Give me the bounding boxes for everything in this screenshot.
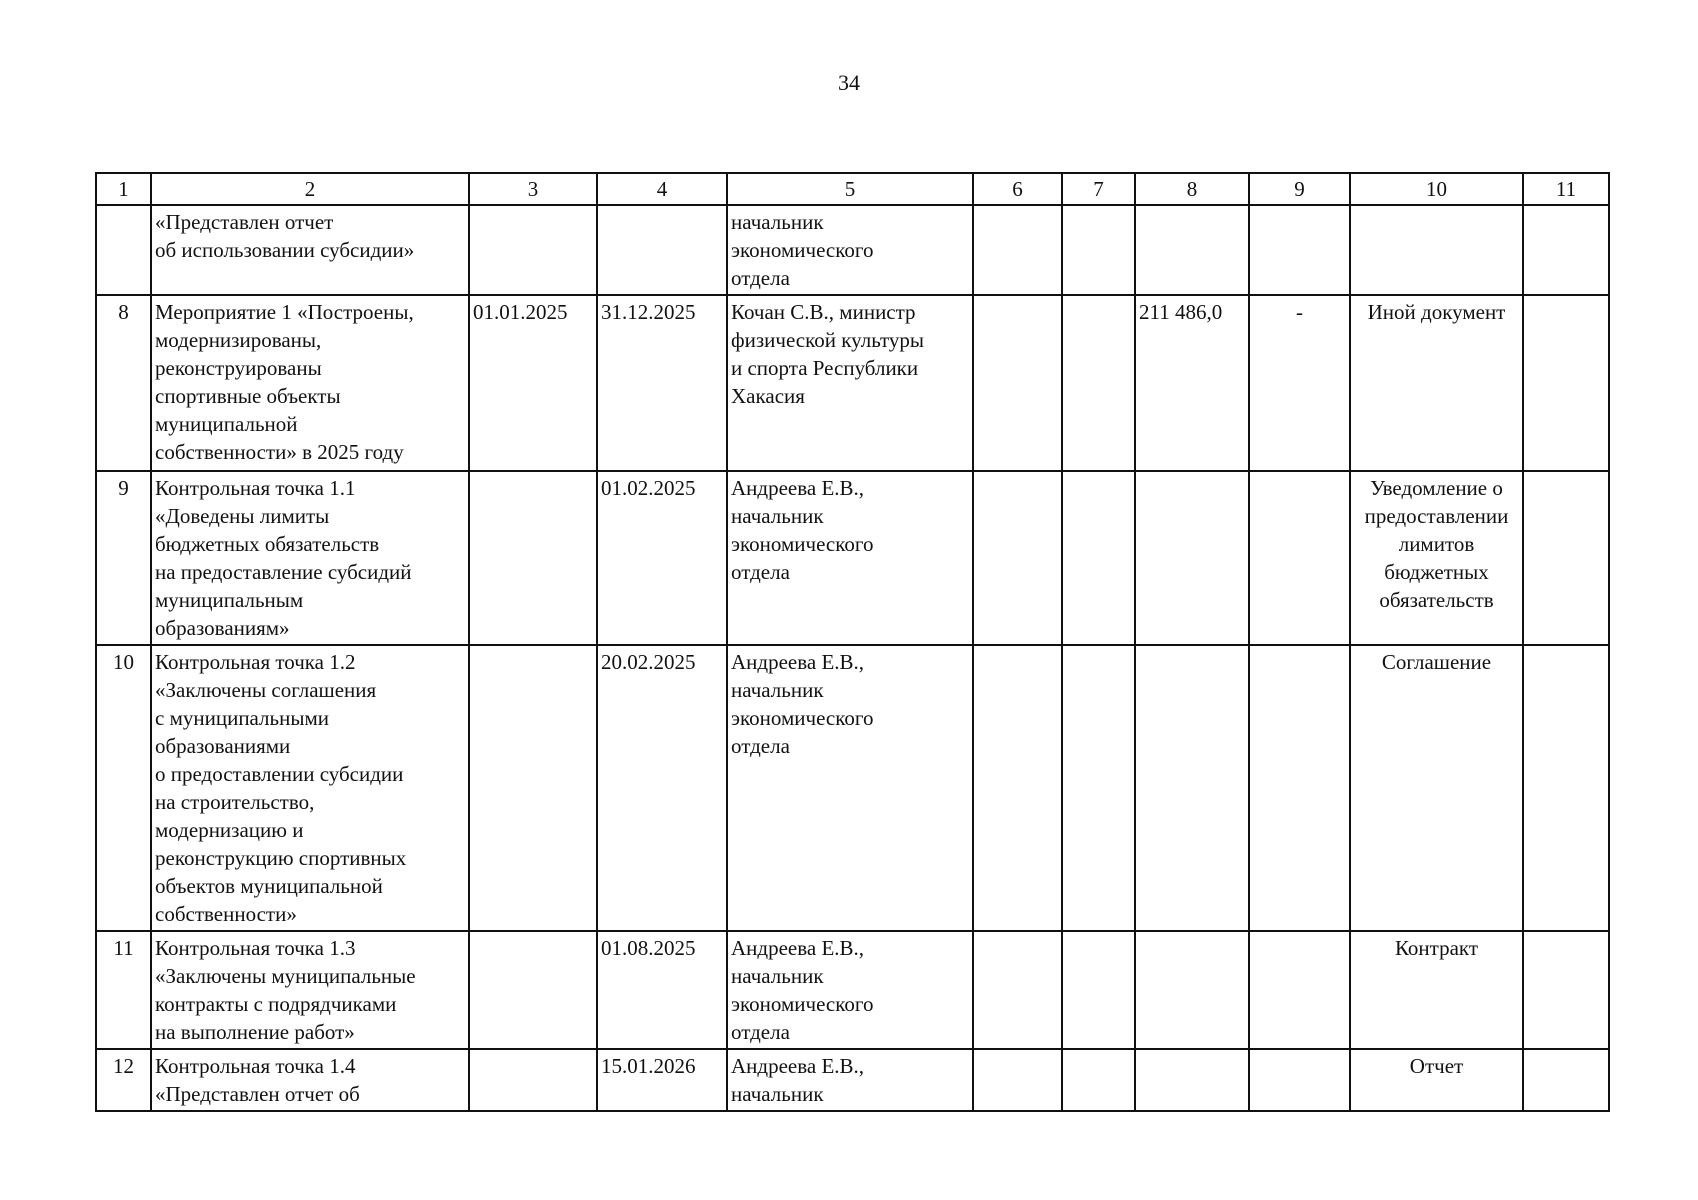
end-date: 31.12.2025 [597,295,727,471]
start-date [469,205,597,295]
cell-col11 [1523,471,1609,645]
header-cell: 1 [96,173,151,205]
item-name: Контрольная точка 1.3 «Заключены муниципальные контракты с подрядчиками на выполнение работ» [151,931,469,1049]
header-row [96,173,1609,205]
table-row [96,471,1609,645]
cell-col7 [1062,645,1135,931]
cell-col9 [1249,931,1350,1049]
document-type: Соглашение [1350,645,1523,931]
item-name: Контрольная точка 1.2 «Заключены соглашения с муниципальными образованиями о предоставлении субсидии на строительство, модернизацию и реконструкцию спортивных объектов муниципальной собственности» [151,645,469,931]
cell-col7 [1062,931,1135,1049]
header-cell: 3 [469,173,597,205]
start-date: 01.01.2025 [469,295,597,471]
document-type: Иной документ [1350,295,1523,471]
header-cell: 9 [1249,173,1350,205]
cell-col7 [1062,205,1135,295]
responsible: Андреева Е.В., начальник [727,1049,973,1111]
cell-col9 [1249,1049,1350,1111]
table-row [96,295,1609,471]
start-date [469,471,597,645]
responsible: Андреева Е.В., начальник экономического отдела [727,931,973,1049]
cell-col6 [973,471,1062,645]
header-cell: 10 [1350,173,1523,205]
cell-col9 [1249,205,1350,295]
plan-table [95,172,1610,1112]
header-cell: 6 [973,173,1062,205]
row-number: 12 [96,1049,151,1111]
cell-col7 [1062,295,1135,471]
document-type [1350,205,1523,295]
item-name: «Представлен отчет об использовании субсидии» [151,205,469,295]
page-number: 34 [838,70,860,95]
cell-col7 [1062,1049,1135,1111]
document-type: Уведомление о предоставлении лимитов бюджетных обязательств [1350,471,1523,645]
cell-col11 [1523,1049,1609,1111]
responsible: Андреева Е.В., начальник экономического отдела [727,645,973,931]
funding-amount [1135,1049,1249,1111]
item-name: Контрольная точка 1.4 «Представлен отчет об [151,1049,469,1111]
cell-col11 [1523,205,1609,295]
row-number: 8 [96,295,151,471]
table-row [96,1049,1609,1111]
end-date: 01.02.2025 [597,471,727,645]
header-cell: 8 [1135,173,1249,205]
funding-amount [1135,645,1249,931]
item-name: Контрольная точка 1.1 «Доведены лимиты бюджетных обязательств на предоставление субсидий муниципальным образованиям» [151,471,469,645]
start-date [469,931,597,1049]
row-number: 11 [96,931,151,1049]
table-row [96,205,1609,295]
table-row [96,931,1609,1049]
header-cell: 11 [1523,173,1609,205]
start-date [469,645,597,931]
cell-col6 [973,295,1062,471]
header-cell: 7 [1062,173,1135,205]
header-cell: 4 [597,173,727,205]
funding-amount [1135,471,1249,645]
cell-col11 [1523,295,1609,471]
header-cell: 5 [727,173,973,205]
document-type: Контракт [1350,931,1523,1049]
responsible: Андреева Е.В., начальник экономического отдела [727,471,973,645]
cell-col6 [973,205,1062,295]
cell-col7 [1062,471,1135,645]
start-date [469,1049,597,1111]
end-date: 15.01.2026 [597,1049,727,1111]
cell-col9: - [1249,295,1350,471]
funding-amount: 211 486,0 [1135,295,1249,471]
cell-col9 [1249,645,1350,931]
row-number: 10 [96,645,151,931]
end-date: 01.08.2025 [597,931,727,1049]
row-number: 9 [96,471,151,645]
header-cell: 2 [151,173,469,205]
funding-amount [1135,205,1249,295]
cell-col6 [973,1049,1062,1111]
item-name: Мероприятие 1 «Построены, модернизированы, реконструированы спортивные объекты муниципальной собственности» в 2025 году [151,295,469,471]
document-type: Отчет [1350,1049,1523,1111]
cell-col6 [973,645,1062,931]
responsible: начальник экономического отдела [727,205,973,295]
funding-amount [1135,931,1249,1049]
cell-col11 [1523,645,1609,931]
cell-col11 [1523,931,1609,1049]
cell-col9 [1249,471,1350,645]
row-number [96,205,151,295]
cell-col6 [973,931,1062,1049]
end-date: 20.02.2025 [597,645,727,931]
responsible: Кочан С.В., министр физической культуры и спорта Республики Хакасия [727,295,973,471]
end-date [597,205,727,295]
table-row [96,645,1609,931]
